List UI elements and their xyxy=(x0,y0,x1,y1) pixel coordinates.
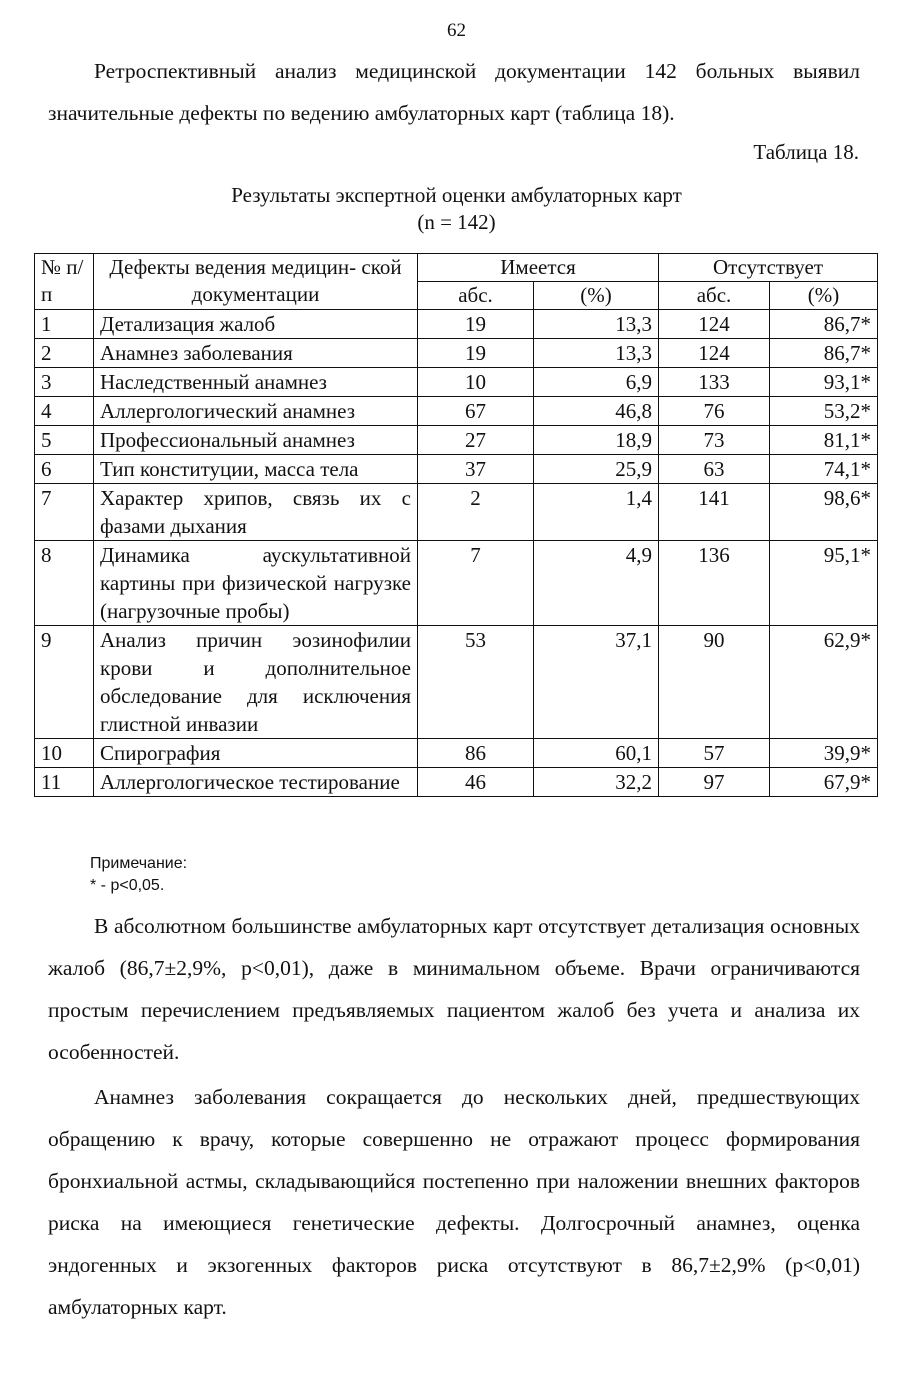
header-absent: Отсутствует xyxy=(659,254,878,282)
row-absent-pct: 53,2* xyxy=(770,397,878,426)
caption-n: (n = 142) xyxy=(417,210,496,234)
results-table xyxy=(34,253,878,797)
row-present-abs: 27 xyxy=(418,426,534,455)
note-text: * - p<0,05. xyxy=(90,877,165,894)
row-absent-abs: 57 xyxy=(659,739,770,768)
row-present-pct: 25,9 xyxy=(534,455,659,484)
header-num: № п/п xyxy=(35,254,94,310)
row-present-pct: 60,1 xyxy=(534,739,659,768)
row-present-pct: 46,8 xyxy=(534,397,659,426)
table-row xyxy=(35,426,878,455)
row-absent-pct: 74,1* xyxy=(770,455,878,484)
table-row xyxy=(35,541,878,626)
header-absent-abs: абс. xyxy=(659,282,770,310)
row-absent-abs: 136 xyxy=(659,541,770,626)
table-row xyxy=(35,484,878,541)
row-present-abs: 86 xyxy=(418,739,534,768)
row-number: 7 xyxy=(35,484,94,541)
row-number: 9 xyxy=(35,626,94,739)
row-number: 1 xyxy=(35,310,94,339)
row-defect: Аллергологическое тестирование xyxy=(94,768,418,797)
header-row xyxy=(35,254,878,282)
row-present-abs: 46 xyxy=(418,768,534,797)
row-defect: Характер хрипов, связь их с фазами дыхания xyxy=(94,484,418,541)
row-defect: Динамика аускультативной картины при физической нагрузке (нагрузочные пробы) xyxy=(94,541,418,626)
row-defect: Профессиональный анамнез xyxy=(94,426,418,455)
table-row xyxy=(35,455,878,484)
row-number: 3 xyxy=(35,368,94,397)
row-defect: Аллергологический анамнез xyxy=(94,397,418,426)
table-row xyxy=(35,768,878,797)
header-present: Имеется xyxy=(418,254,659,282)
row-absent-abs: 124 xyxy=(659,339,770,368)
row-present-pct: 4,9 xyxy=(534,541,659,626)
row-absent-pct: 95,1* xyxy=(770,541,878,626)
row-present-abs: 10 xyxy=(418,368,534,397)
row-present-pct: 37,1 xyxy=(534,626,659,739)
row-present-abs: 19 xyxy=(418,310,534,339)
row-defect: Анамнез заболевания xyxy=(94,339,418,368)
row-absent-pct: 67,9* xyxy=(770,768,878,797)
row-number: 4 xyxy=(35,397,94,426)
row-absent-pct: 81,1* xyxy=(770,426,878,455)
row-absent-pct: 62,9* xyxy=(770,626,878,739)
row-absent-pct: 39,9* xyxy=(770,739,878,768)
intro-paragraph: Ретроспективный анализ медицинской документации 142 больных выявил значительные дефекты по ведению амбулаторных карт (таблица 18). xyxy=(48,59,860,125)
body-paragraph-1: В абсолютном большинстве амбулаторных карт отсутствует детализация основных жалоб (86,7±2,9%, p<0,01), даже в минимальном объеме. Врачи ограничиваются простым перечислением предъявляемых пациентом жалоб без учета и анализа их особенностей. xyxy=(48,914,860,1064)
row-absent-pct: 86,7* xyxy=(770,339,878,368)
row-absent-abs: 124 xyxy=(659,310,770,339)
row-present-pct: 1,4 xyxy=(534,484,659,541)
row-present-abs: 37 xyxy=(418,455,534,484)
row-present-abs: 19 xyxy=(418,339,534,368)
table-row xyxy=(35,626,878,739)
row-present-abs: 53 xyxy=(418,626,534,739)
row-defect: Наследственный анамнез xyxy=(94,368,418,397)
row-absent-abs: 73 xyxy=(659,426,770,455)
header-present-pct: (%) xyxy=(534,282,659,310)
row-present-pct: 13,3 xyxy=(534,310,659,339)
row-present-pct: 13,3 xyxy=(534,339,659,368)
row-absent-pct: 98,6* xyxy=(770,484,878,541)
note-label: Примечание: xyxy=(90,855,188,872)
row-present-pct: 18,9 xyxy=(534,426,659,455)
body-paragraph-2: Анамнез заболевания сокращается до нескольких дней, предшествующих обращению к врачу, которые совершенно не отражают процесс формирования бронхиальной астмы, складывающийся постепенно при наложении внешних факторов риска на имеющиеся генетические дефекты. Долгосрочный анамнез, оценка эндогенных и экзогенных факторов риска отсутствуют в 86,7±2,9% (p<0,01) амбулаторных карт. xyxy=(48,1085,860,1319)
table-row xyxy=(35,310,878,339)
row-absent-abs: 97 xyxy=(659,768,770,797)
row-absent-abs: 90 xyxy=(659,626,770,739)
row-number: 6 xyxy=(35,455,94,484)
caption-title: Результаты экспертной оценки амбулаторных карт xyxy=(231,183,682,207)
row-present-abs: 7 xyxy=(418,541,534,626)
header-present-abs: абс. xyxy=(418,282,534,310)
table-body xyxy=(35,310,878,797)
row-present-pct: 6,9 xyxy=(534,368,659,397)
row-number: 5 xyxy=(35,426,94,455)
table-row xyxy=(35,739,878,768)
row-present-abs: 67 xyxy=(418,397,534,426)
row-present-pct: 32,2 xyxy=(534,768,659,797)
row-absent-pct: 86,7* xyxy=(770,310,878,339)
table-label: Таблица 18. xyxy=(753,140,859,164)
row-absent-abs: 76 xyxy=(659,397,770,426)
row-number: 2 xyxy=(35,339,94,368)
row-absent-abs: 141 xyxy=(659,484,770,541)
row-absent-abs: 63 xyxy=(659,455,770,484)
row-present-abs: 2 xyxy=(418,484,534,541)
row-absent-abs: 133 xyxy=(659,368,770,397)
row-number: 8 xyxy=(35,541,94,626)
row-defect: Тип конституции, масса тела xyxy=(94,455,418,484)
row-number: 11 xyxy=(35,768,94,797)
table-row xyxy=(35,368,878,397)
row-absent-pct: 93,1* xyxy=(770,368,878,397)
header-absent-pct: (%) xyxy=(770,282,878,310)
page-number: 62 xyxy=(447,20,466,41)
row-defect: Спирография xyxy=(94,739,418,768)
table-caption xyxy=(0,182,913,236)
row-number: 10 xyxy=(35,739,94,768)
row-defect: Анализ причин эозинофилии крови и дополнительное обследование для исключения глистной инвазии xyxy=(94,626,418,739)
row-defect: Детализация жалоб xyxy=(94,310,418,339)
header-defect: Дефекты ведения медицин- ской документации xyxy=(94,254,418,310)
table-row xyxy=(35,339,878,368)
table-row xyxy=(35,397,878,426)
